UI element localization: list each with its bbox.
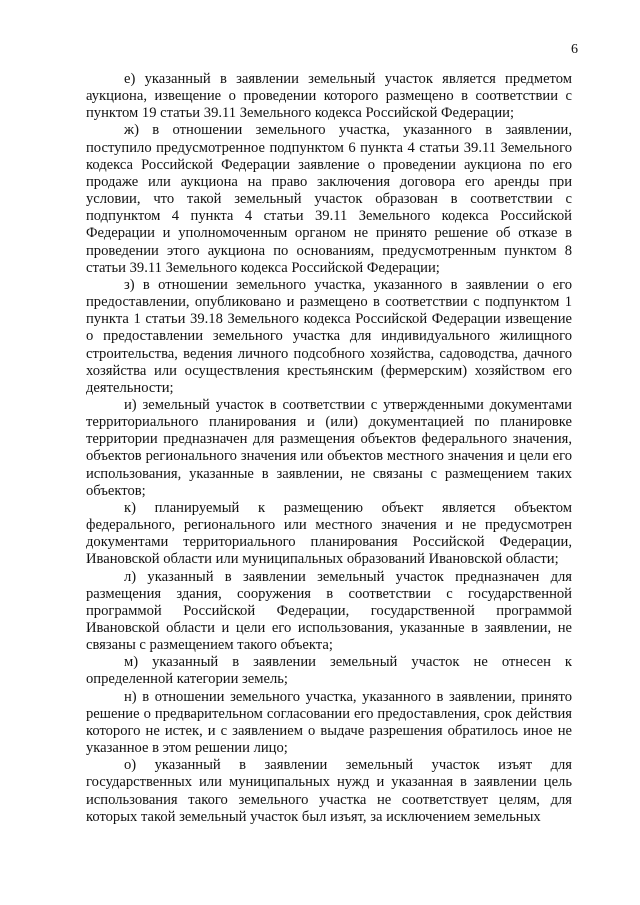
document-body	[86, 71, 572, 826]
paragraph-z: з) в отношении земельного участка, указанного в заявлении о его предоставлении, опубликовано и размещено в соответствии с подпунктом 1 пункта 1 статьи 39.18 Земельного кодекса Российской Федерации извещение о предоставлении земельного участка для индивидуального жилищного строительства, ведения личного подсобного хозяйства, садоводства, дачного хозяйства или осуществления крестьянским (фермерским) хозяйством его деятельности;	[86, 276, 572, 396]
paragraph-e: е) указанный в заявлении земельный участок является предметом аукциона, извещение о проведении которого размещено в соответствии с пунктом 19 статьи 39.11 Земельного кодекса Российской Федерации;	[86, 71, 572, 122]
paragraph-l: л) указанный в заявлении земельный участок предназначен для размещения здания, сооружения в соответствии с государственной программой Российской Федерации, государственной программой Ивановской области и цели его использования, указанные в заявлении, не связаны с размещением такого объекта;	[86, 568, 572, 654]
paragraph-o: о) указанный в заявлении земельный участок изъят для государственных или муниципальных нужд и указанная в заявлении цель использования такого земельного участка не соответствует целям, для которых такой земельный участок был изъят, за исключением земельных	[86, 757, 572, 825]
paragraph-zh: ж) в отношении земельного участка, указанного в заявлении, поступило предусмотренное подпунктом 6 пункта 4 статьи 39.11 Земельного кодекса Российской Федерации заявление о проведении аукциона по его продаже или аукциона на право заключения договора его аренды при условии, что такой земельный участок образован в соответствии с подпунктом 4 пункта 4 статьи 39.11 Земельного кодекса Российской Федерации и уполномоченным органом не принято решение об отказе в проведении этого аукциона по основаниям, предусмотренным пунктом 8 статьи 39.11 Земельного кодекса Российской Федерации;	[86, 122, 572, 276]
paragraph-i: и) земельный участок в соответствии с утвержденными документами территориального планирования и (или) документацией по планировке территории предназначен для размещения объектов федерального значения, объектов регионального значения или объектов местного значения и цели его использования, указанные в заявлении, не связаны с размещением таких объектов;	[86, 396, 572, 499]
paragraph-n: н) в отношении земельного участка, указанного в заявлении, принято решение о предварительном согласовании его предоставления, срок действия которого не истек, и с заявлением о выдаче разрешения обратилось иное не указанное в этом решении лицо;	[86, 688, 572, 757]
paragraph-m: м) указанный в заявлении земельный участок не отнесен к определенной категории земель;	[86, 654, 572, 688]
paragraph-k: к) планируемый к размещению объект является объектом федерального, регионального или местного значения и не предусмотрен документами территориального планирования Российской Федерации, Ивановской области или муниципальных образований Ивановской области;	[86, 499, 572, 568]
page-number: 6	[571, 42, 578, 57]
